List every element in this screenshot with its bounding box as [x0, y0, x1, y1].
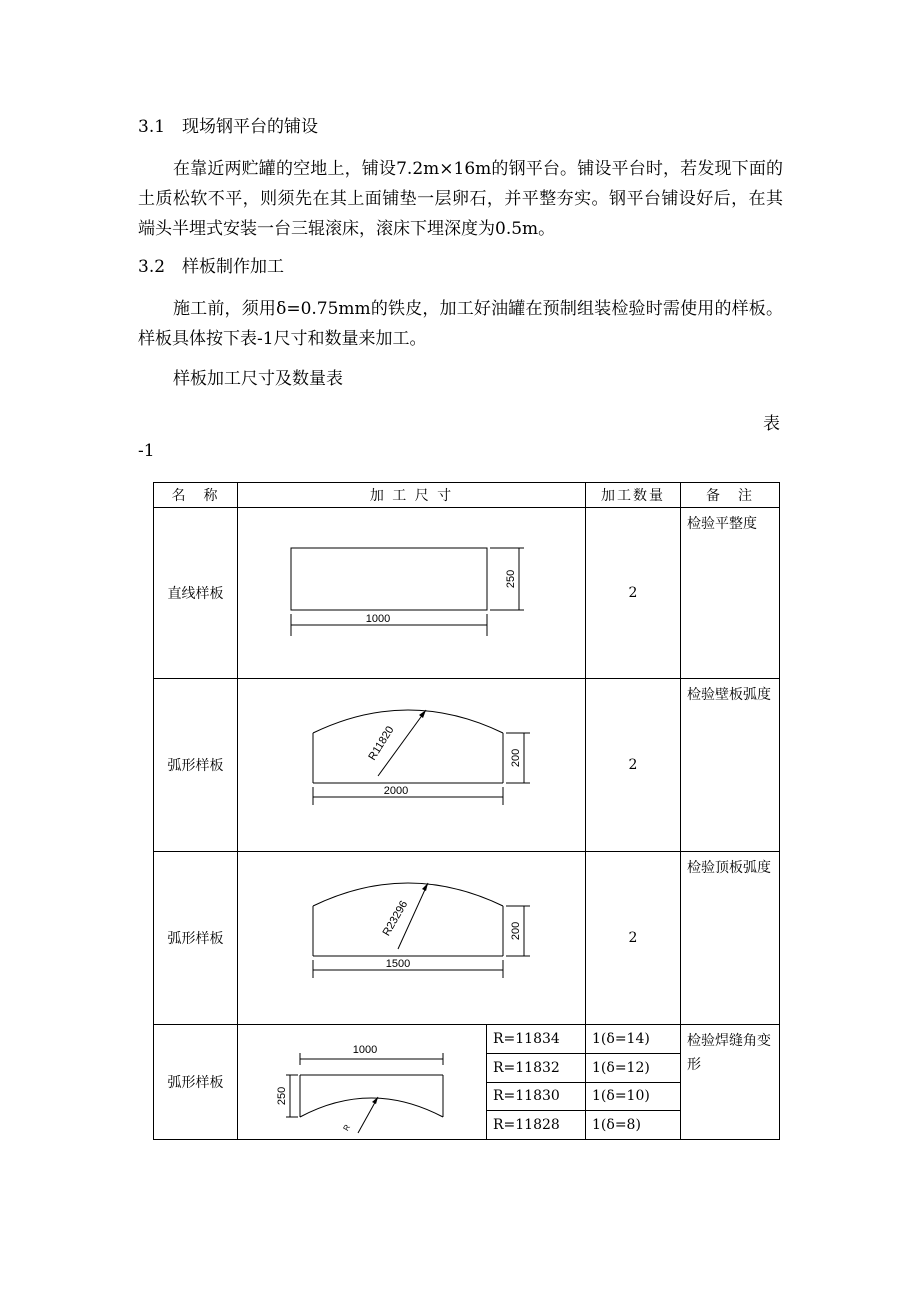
row-drawing — [238, 679, 586, 852]
arc-template-drawing — [238, 852, 586, 1020]
weld-arc-template-drawing — [238, 1025, 486, 1135]
sub-qty: 1(δ=10) — [586, 1082, 681, 1111]
header-note: 备 注 — [681, 483, 780, 508]
row-name: 弧形样板 — [154, 852, 238, 1025]
dim-width: 1500 — [385, 958, 411, 970]
row-note: 检验焊缝角变形 — [681, 1025, 780, 1140]
header-qty: 加工数量 — [586, 483, 681, 508]
sub-radius: R=11832 — [487, 1053, 586, 1082]
row-drawing — [238, 508, 586, 679]
row-drawing — [238, 852, 586, 1025]
table-row — [154, 679, 780, 852]
row-qty: 2 — [586, 508, 681, 679]
dim-height: 250 — [505, 569, 517, 589]
dim-height: 250 — [276, 1086, 288, 1106]
row-qty: 2 — [586, 679, 681, 852]
row-qty: 2 — [586, 852, 681, 1025]
sub-qty: 1(δ=8) — [586, 1111, 681, 1140]
row-note: 检验壁板弧度 — [681, 679, 780, 852]
header-dims: 加 工 尺 寸 — [238, 483, 586, 508]
table-ref: 表 — [763, 414, 780, 434]
header-name: 名 称 — [154, 483, 238, 508]
sub-radius: R=11828 — [487, 1111, 586, 1140]
row-note: 检验顶板弧度 — [681, 852, 780, 1025]
section-heading-3-1: 3.1 现场钢平台的铺设 — [138, 117, 319, 137]
dim-width: 2000 — [383, 785, 409, 797]
row-drawing — [238, 1025, 487, 1140]
template-table — [153, 482, 780, 1140]
section-body-3-2: 施工前，须用δ=0.75mm的铁皮，加工好油罐在预制组装检验时需使用的样板。样板具体按下表-1尺寸和数量来加工。 — [138, 299, 783, 349]
dim-radius: R23296 — [380, 898, 411, 939]
sub-qty: 1(δ=14) — [586, 1025, 681, 1054]
dim-width: 1000 — [365, 613, 391, 625]
table-ref-suffix: -1 — [138, 441, 155, 461]
dim-height: 200 — [510, 748, 522, 768]
table-row — [154, 508, 780, 679]
sub-radius: R=11830 — [487, 1082, 586, 1111]
sub-radius: R=11834 — [487, 1025, 586, 1054]
table-row — [154, 1025, 780, 1054]
table-title: 样板加工尺寸及数量表 — [173, 369, 343, 389]
arc-template-drawing — [238, 679, 586, 847]
straight-template-drawing — [238, 508, 586, 674]
row-name: 弧形样板 — [154, 1025, 238, 1140]
dim-radius: R11820 — [366, 724, 397, 763]
table-header-row — [154, 483, 780, 508]
row-name: 直线样板 — [154, 508, 238, 679]
section-body-3-1: 在靠近两贮罐的空地上，铺设7.2m×16m的钢平台。铺设平台时，若发现下面的土质松软不平，则须先在其上面铺垫一层卵石，并平整夯实。钢平台铺设好后，在其端头半埋式安装一台三辊滚床，滚床下埋深度为0.5m。 — [138, 159, 783, 239]
row-name: 弧形样板 — [154, 679, 238, 852]
table-row — [154, 852, 780, 1025]
dim-height: 200 — [510, 921, 522, 941]
section-heading-3-2: 3.2 样板制作加工 — [138, 257, 285, 277]
row-note: 检验平整度 — [681, 508, 780, 679]
sub-qty: 1(δ=12) — [586, 1053, 681, 1082]
dim-width: 1000 — [352, 1044, 378, 1056]
dim-radius-mark: R — [341, 1122, 353, 1133]
